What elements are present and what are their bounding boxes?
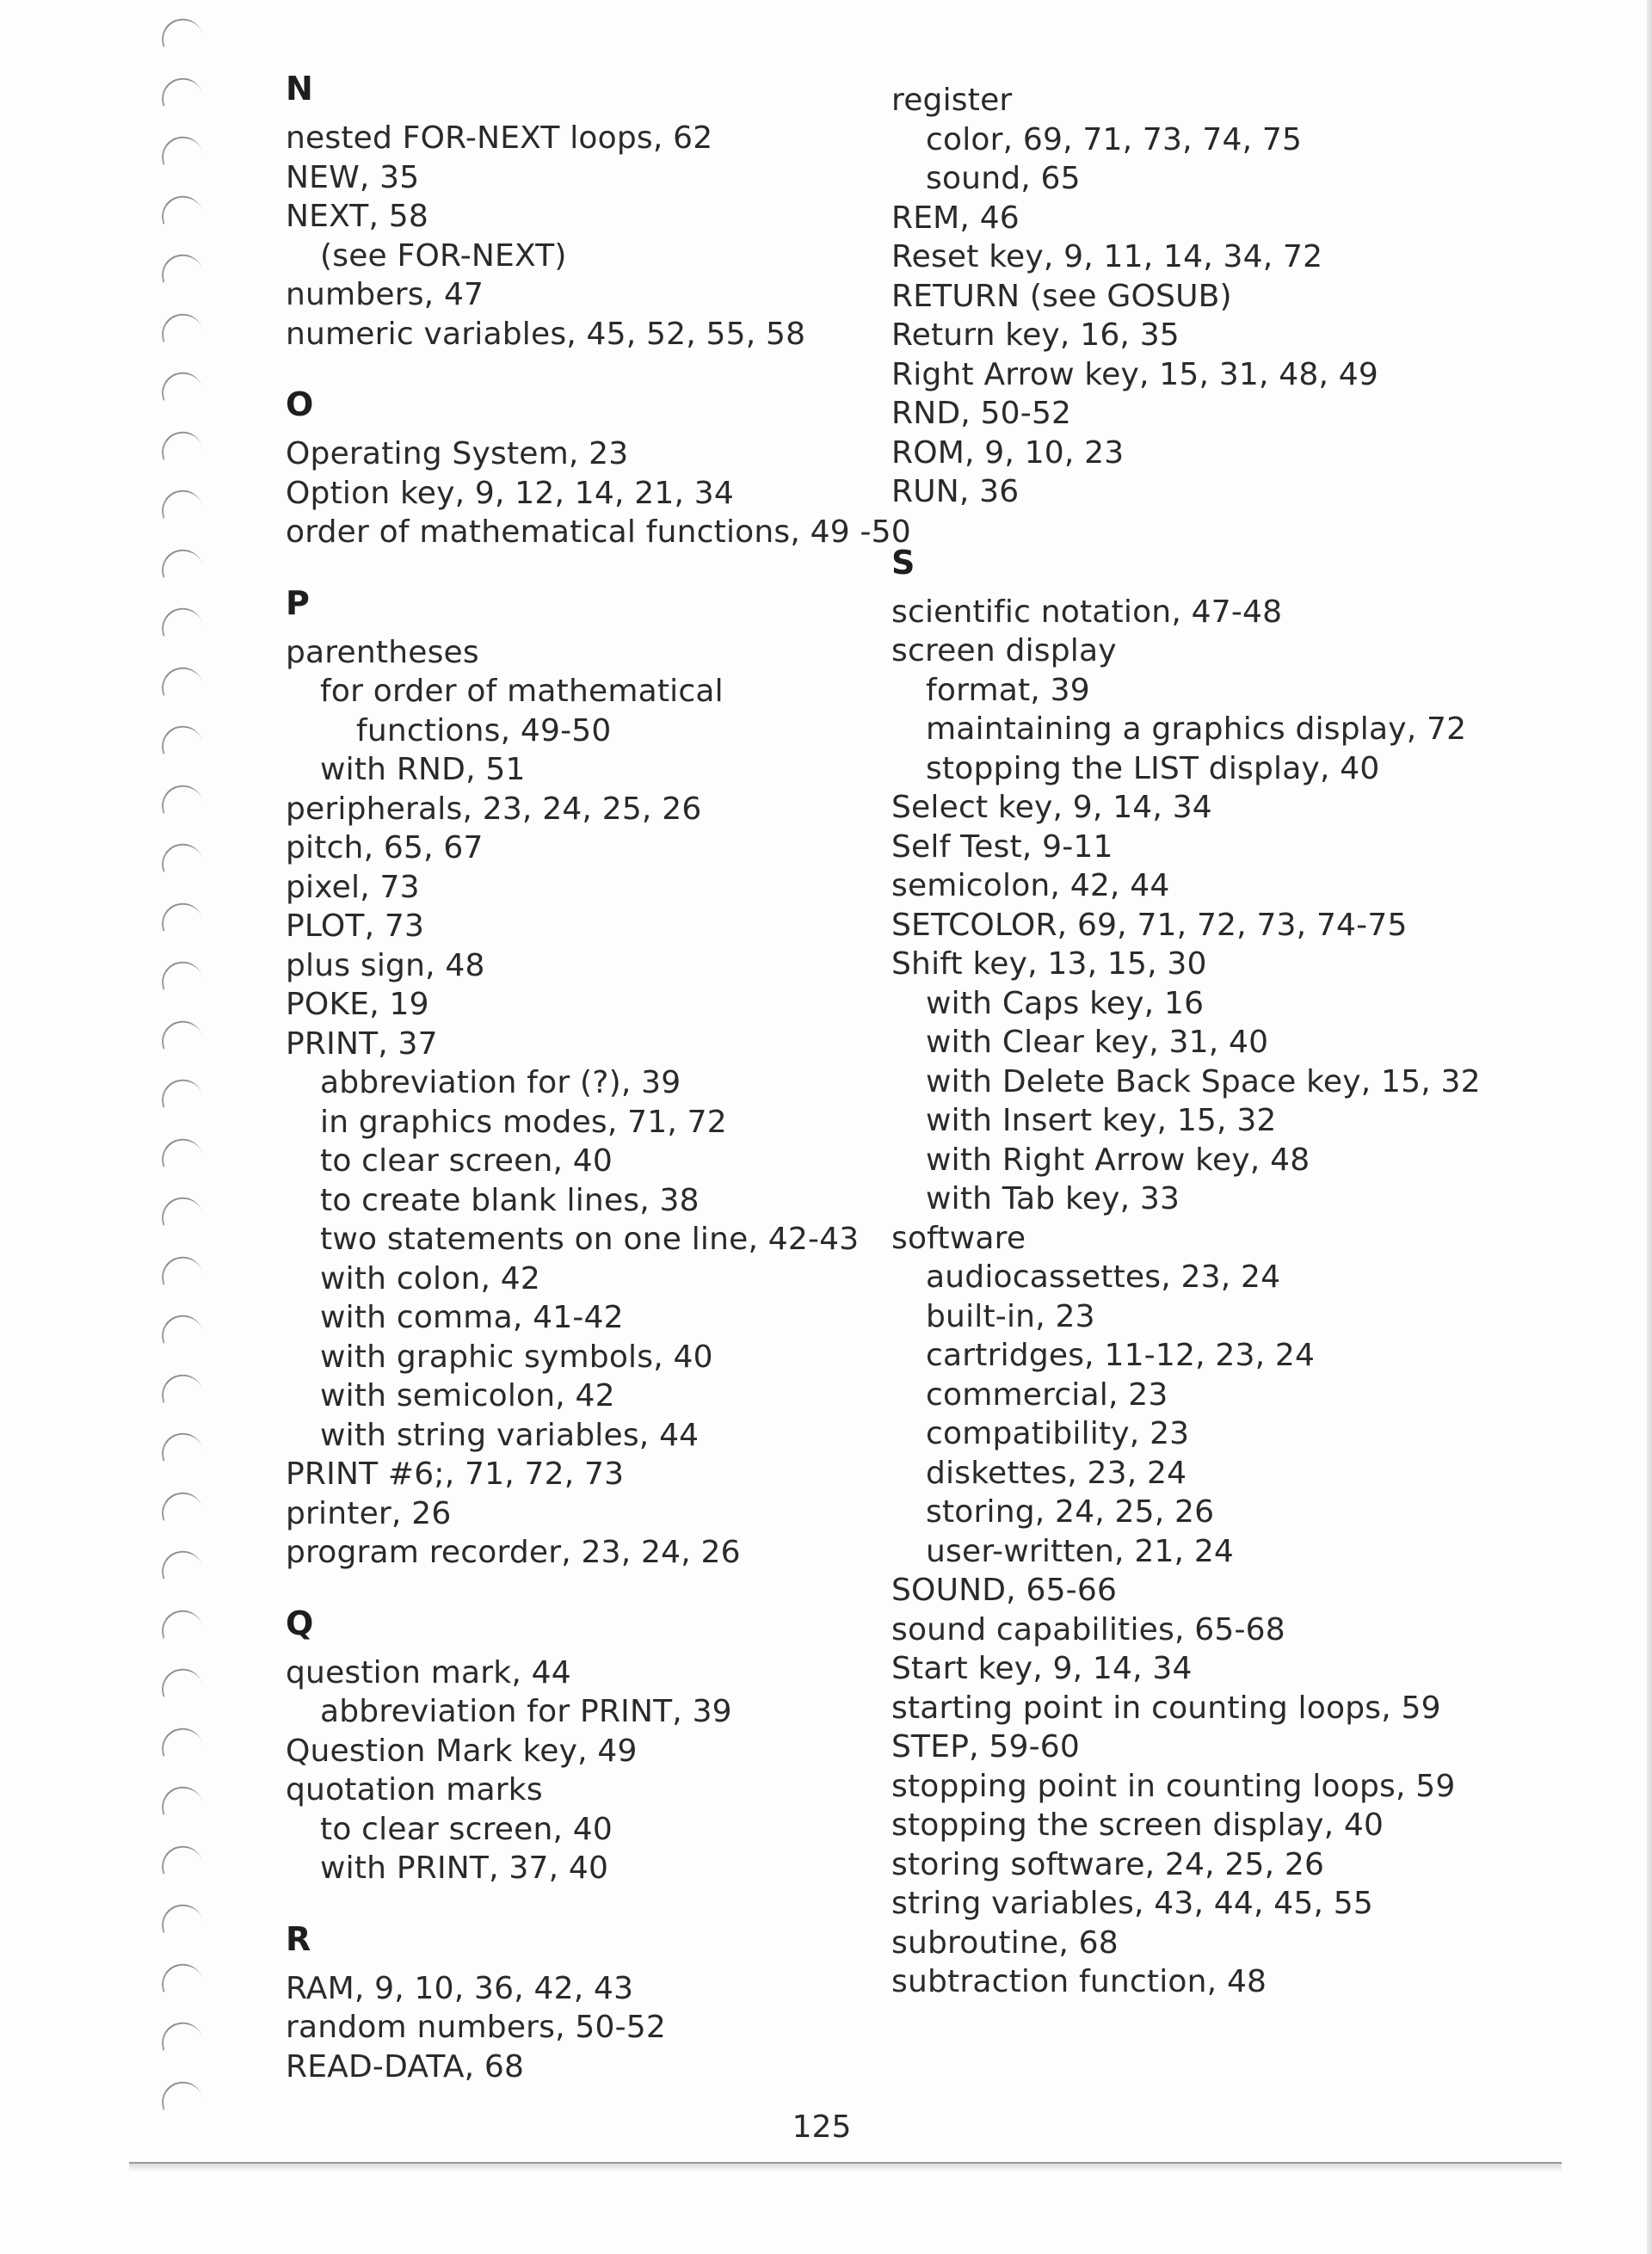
index-entry: pitch, 65, 67 [286, 830, 484, 865]
binding-holes [160, 19, 212, 2135]
page-bottom-shadow [129, 2164, 1562, 2172]
index-subentry: to clear screen, 40 [320, 1143, 613, 1179]
section-gap [286, 1888, 888, 1909]
index-subentry: built-in, 23 [926, 1298, 1095, 1334]
index-entry: subroutine, 68 [891, 1925, 1119, 1961]
index-subentry: audiocassettes, 23, 24 [926, 1259, 1281, 1295]
index-subentry: with Insert key, 15, 32 [926, 1103, 1277, 1138]
binding-hole [158, 958, 204, 989]
section-gap [286, 1573, 888, 1593]
binding-hole [158, 74, 204, 106]
index-entry: Select key, 9, 14, 34 [891, 790, 1212, 825]
binding-hole [158, 722, 204, 754]
index-entry: POKE, 19 [286, 987, 429, 1022]
binding-hole [158, 1960, 204, 1992]
index-subentry: with Right Arrow key, 48 [926, 1142, 1310, 1178]
index-subentry: with semicolon, 42 [320, 1378, 615, 1413]
binding-hole [158, 1017, 204, 1049]
binding-hole [158, 250, 204, 282]
index-subentry: storing, 24, 25, 26 [926, 1494, 1215, 1530]
binding-hole [158, 1429, 204, 1461]
index-subentry: abbreviation for (?), 39 [320, 1065, 681, 1100]
index-entry: starting point in counting loops, 59 [891, 1690, 1441, 1726]
index-subentry: functions, 49-50 [356, 712, 612, 748]
index-subentry: sound, 65 [926, 161, 1081, 196]
section-letter-heading: Q [286, 1604, 314, 1642]
index-subentry: with RND, 51 [320, 752, 526, 787]
index-subentry: with PRINT, 37, 40 [320, 1851, 609, 1886]
index-entry: PLOT, 73 [286, 908, 425, 944]
binding-hole [158, 1665, 204, 1697]
page-number: 125 [792, 2109, 852, 2145]
index-subentry: stopping the LIST display, 40 [926, 750, 1380, 786]
index-subentry: color, 69, 71, 73, 74, 75 [926, 121, 1303, 157]
index-entry: RETURN (see GOSUB) [891, 278, 1232, 314]
index-entry: NEXT, 58 [286, 199, 428, 234]
index-subentry: with Clear key, 31, 40 [926, 1025, 1269, 1060]
index-entry: order of mathematical functions, 49 -50 [286, 514, 911, 550]
index-subentry: with comma, 41-42 [320, 1300, 624, 1335]
section-gap [286, 552, 888, 573]
index-entry: RND, 50-52 [891, 396, 1072, 431]
binding-hole [158, 1311, 204, 1343]
binding-hole [158, 1842, 204, 1874]
index-entry: stopping point in counting loops, 59 [891, 1768, 1456, 1804]
index-entry: software [891, 1220, 1026, 1256]
index-entry: screen display [891, 633, 1117, 668]
binding-hole [158, 2078, 204, 2109]
binding-hole [158, 1783, 204, 1814]
index-entry: Reset key, 9, 11, 14, 34, 72 [891, 239, 1323, 274]
index-entry: register [891, 83, 1013, 118]
index-entry: Return key, 16, 35 [891, 317, 1180, 353]
section-letter-heading: S [891, 543, 915, 582]
index-entry: Option key, 9, 12, 14, 21, 34 [286, 475, 734, 511]
index-entry: peripherals, 23, 24, 25, 26 [286, 791, 702, 827]
index-entry: REM, 46 [891, 200, 1020, 236]
binding-hole [158, 15, 204, 46]
section-letter-heading: N [286, 70, 314, 108]
index-subentry: compatibility, 23 [926, 1416, 1190, 1451]
index-subentry: with colon, 42 [320, 1260, 540, 1296]
index-entry: Shift key, 13, 15, 30 [891, 946, 1207, 982]
index-entry: sound capabilities, 65-68 [891, 1611, 1285, 1647]
index-subentry: diskettes, 23, 24 [926, 1455, 1187, 1491]
index-entry: RAM, 9, 10, 36, 42, 43 [286, 1970, 634, 2006]
index-subentry: in graphics modes, 71, 72 [320, 1104, 727, 1140]
binding-hole [158, 1488, 204, 1520]
binding-hole [158, 1135, 204, 1167]
binding-hole [158, 781, 204, 813]
index-subentry: cartridges, 11-12, 23, 24 [926, 1338, 1316, 1373]
index-subentry: commercial, 23 [926, 1376, 1168, 1413]
index-entry: numbers, 47 [286, 277, 484, 312]
binding-hole [158, 1547, 204, 1579]
index-entry: storing software, 24, 25, 26 [891, 1846, 1325, 1882]
index-entry: plus sign, 48 [286, 947, 485, 983]
index-entry: Operating System, 23 [286, 436, 629, 471]
binding-hole [158, 1253, 204, 1284]
binding-hole [158, 428, 204, 459]
index-subentry: with Caps key, 16 [926, 985, 1205, 1021]
binding-hole [158, 1900, 204, 1932]
index-entry: stopping the screen display, 40 [891, 1808, 1384, 1843]
index-subentry: (see FOR-NEXT) [320, 237, 567, 274]
binding-hole [158, 1075, 204, 1107]
index-subentry: with graphic symbols, 40 [320, 1339, 713, 1375]
binding-hole [158, 1370, 204, 1402]
binding-hole [158, 899, 204, 931]
index-entry: ROM, 9, 10, 23 [891, 434, 1125, 471]
index-entry: parentheses [286, 634, 479, 670]
index-entry: SETCOLOR, 69, 71, 72, 73, 74-75 [891, 907, 1408, 943]
index-subentry: user-written, 21, 24 [926, 1533, 1235, 1569]
index-entry: PRINT, 37 [286, 1025, 438, 1062]
section-gap [286, 354, 888, 374]
index-subentry: to create blank lines, 38 [320, 1182, 700, 1218]
index-entry: STEP, 59-60 [891, 1729, 1080, 1764]
index-entry: printer, 26 [286, 1495, 452, 1531]
index-entry: semicolon, 42, 44 [891, 868, 1170, 903]
section-letter-heading: O [286, 385, 314, 423]
index-subentry: with string variables, 44 [320, 1417, 700, 1453]
index-entry: Right Arrow key, 15, 31, 48, 49 [891, 356, 1378, 392]
index-entry: SOUND, 65-66 [891, 1573, 1118, 1608]
binding-hole [158, 1193, 204, 1225]
index-entry: scientific notation, 47-48 [891, 594, 1283, 630]
binding-hole [158, 840, 204, 871]
index-entry: pixel, 73 [286, 869, 420, 905]
index-entry: quotation marks [286, 1772, 543, 1808]
index-entry: Start key, 9, 14, 34 [891, 1651, 1193, 1686]
index-entry: RUN, 36 [891, 474, 1020, 509]
index-subentry: with Tab key, 33 [926, 1181, 1180, 1216]
binding-hole [158, 1606, 204, 1638]
index-entry: program recorder, 23, 24, 26 [286, 1535, 741, 1570]
index-entry: nested FOR-NEXT loops, 62 [286, 120, 713, 156]
index-subentry: for order of mathematical [320, 674, 724, 709]
index-entry: READ-DATA, 68 [286, 2048, 525, 2085]
page-edge-shadow [1647, 0, 1652, 2254]
index-entry: Self Test, 9-11 [891, 828, 1113, 865]
index-column-left [286, 59, 911, 2086]
section-gap [891, 512, 1545, 533]
binding-hole [158, 604, 204, 636]
index-column-right [891, 81, 1545, 2002]
binding-hole [158, 545, 204, 577]
index-entry: subtraction function, 48 [891, 1964, 1267, 1999]
binding-hole [158, 192, 204, 224]
binding-hole [158, 2018, 204, 2050]
index-entry: NEW, 35 [286, 159, 420, 195]
binding-hole [158, 1724, 204, 1756]
index-subentry: abbreviation for PRINT, 39 [320, 1694, 732, 1729]
binding-hole [158, 132, 204, 164]
index-entry: PRINT #6;, 71, 72, 73 [286, 1456, 625, 1492]
section-letter-heading: R [286, 1919, 311, 1958]
index-subentry: to clear screen, 40 [320, 1811, 613, 1847]
binding-hole [158, 310, 204, 342]
binding-hole [158, 663, 204, 695]
index-entry: question mark, 44 [286, 1654, 571, 1690]
binding-hole [158, 368, 204, 400]
section-letter-heading: P [286, 583, 311, 622]
index-entry: random numbers, 50-52 [286, 2010, 667, 2045]
index-subentry: format, 39 [926, 672, 1090, 708]
index-entry: string variables, 43, 44, 45, 55 [891, 1886, 1373, 1921]
index-subentry: with Delete Back Space key, 15, 32 [926, 1063, 1481, 1099]
index-subentry: two statements on one line, 42-43 [320, 1222, 860, 1257]
binding-hole [158, 486, 204, 518]
index-entry: Question Mark key, 49 [286, 1733, 638, 1769]
index-entry: numeric variables, 45, 52, 55, 58 [286, 316, 806, 352]
index-subentry: maintaining a graphics display, 72 [926, 711, 1467, 747]
